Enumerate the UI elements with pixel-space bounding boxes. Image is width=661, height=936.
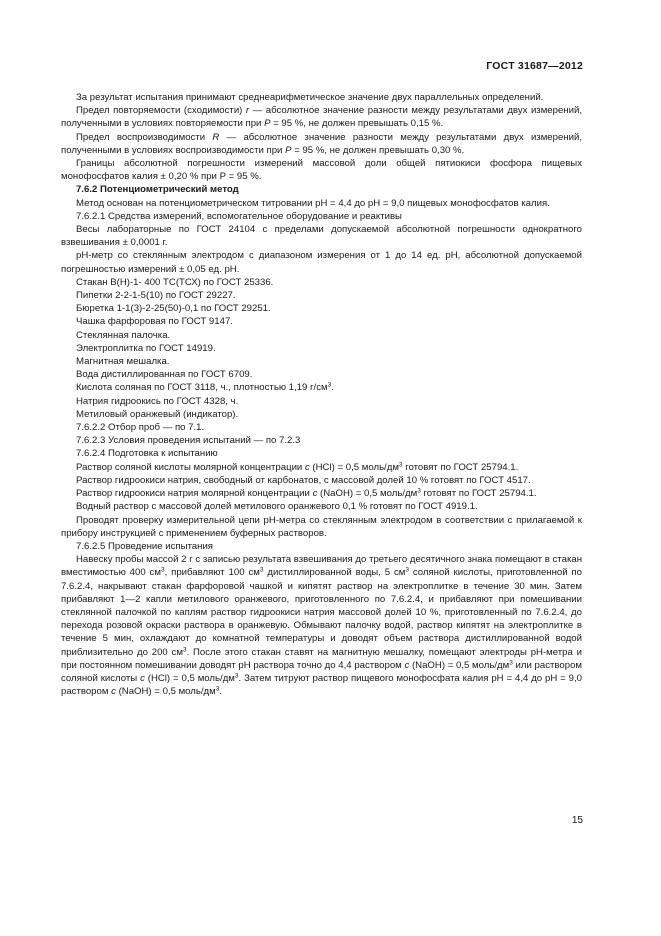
subsection-heading: 7.6.2.2 Отбор проб — по 7.1. [76,422,205,434]
document-header: ГОСТ 31687—2012 [486,60,583,72]
list-item: Кислота соляная по ГОСТ 3118, ч., плотностью 1,19 $г/см^3$. [76,381,334,394]
section-heading: 7.6.2 Потенциометрический метод [76,184,239,196]
subsection-heading: 7.6.2.1 Средства измерений, вспомогательное оборудование и реактивы [76,210,402,222]
subsection-heading: 7.6.2.4 Подготовка к испытанию [76,448,218,460]
list-item: Пипетки 2-2-1-5(10) по ГОСТ 29227. [76,290,236,302]
paragraph: Предел повторяемости (сходимости) r — абсолютное значение разности между результатами двух измерений, полученными в условиях повторяемости при Р = 95 %, не должен превышать 0,15 %. [61,105,582,130]
subsection-heading: 7.6.2.3 Условия проведения испытаний — по 7.2.3 [76,435,301,447]
paragraph: Проводят проверку измерительной цепи pH-метра со стеклянным электродом в соответствии с прилагаемой к прибору инструкцией с применением буферных растворов. [61,514,582,539]
subsection-heading: 7.6.2.5 Проведение испытания [76,540,213,552]
paragraph: pH-метр со стеклянным электродом с диапазоном измерения от 1 до 14 ед. pH, абсолютной допускаемой погрешностью измерений ± 0,05 ед. pH. [61,250,582,275]
paragraph: Раствор гидроокиси натрия, свободный от карбонатов, с массовой долей 10 % готовят по ГОСТ 4517. [76,474,531,486]
list-item: Вода дистиллированная по ГОСТ 6709. [76,369,253,381]
paragraph: За результат испытания принимают среднеарифметическое значение двух параллельных определений. [76,92,544,103]
list-item: Метиловый оранжевый (индикатор). [76,408,239,420]
paragraph: Раствор гидроокиси натрия молярной концентрации с (NaOH) = 0,5 моль/$дм^3$ готовят по ГОСТ 25794.1. [76,487,537,500]
list-item: Электроплитка по ГОСТ 14919. [76,342,216,354]
page-number: 15 [571,815,583,826]
paragraph: Границы абсолютной погрешности измерений массовой доли общей пятиокиси фосфора пищевых монофосфатов калия ± 0,20 % при Р = 95 %. [61,158,582,183]
list-item: Натрия гидроокись по ГОСТ 4328, ч. [76,395,239,407]
list-item: Магнитная мешалка. [76,356,170,368]
paragraph: Весы лабораторные по ГОСТ 24104 с пределами допускаемой абсолютной погрешности однократного взвешивания ± 0,0001 г. [61,224,582,249]
paragraph: Навеску пробы массой 2 г с записью результата взвешивания до третьего десятичного знака помещают в стакан вместимостью 400 $см^3$, прибавляют 100 $см^3$ дистиллированной воды, 5 $см^3$ соляной кислоты, приготовленной по 7.6.2.4, накрывают стакан фарфоровой чашкой и кипятят раствор на электроплитке в течение 30 мин. Затем прибавляют 1—2 капли метилового оранжевого, приготовленного по 7.6.2.4, и прибавляют при помешивании стеклянной палочкой по каплям раствор гидроокиси натрия массовой долей 10 %, приготовленный по 7.6.2.4, до перехода розовой окраски раствора в оранжевую. Обмывают палочку водой, раствор кипятят на электроплитке в течение 5 мин, охлаждают до комнатной температуры и доводят объем раствора дистиллированной водой приблизительно до 200 $см^3$. После этого стакан ставят на магнитную мешалку, помещают электроды pH-метра и при постоянном помешивании доводят pH раствора точно до 4,4 раствором с (NaOH) = 0,5 моль/$дм^3$ или раствором соляной кислоты с (HCl) = 0,5 моль/$дм^3$. Затем титруют раствор пищевого монофосфата калия pH = 4,4 до pH = 9,0 раствором с (NaOH) = 0,5 моль/$дм^3$. [61,554,583,698]
list-item: Стакан В(Н)-1- 400 ТС(ТСХ) по ГОСТ 25336. [76,276,274,288]
paragraph: Раствор соляной кислоты молярной концентрации с (HCl) = 0,5 моль/$дм^3$ готовят по ГОСТ 25794.1. [76,461,519,473]
list-item: Чашка фарфоровая по ГОСТ 9147. [76,316,233,328]
list-item: Бюретка 1-1(3)-2-25(50)-0,1 по ГОСТ 29251. [76,303,271,315]
paragraph: Предел воспроизводимости R — абсолютное значение разности между результатами двух измерений, полученными в условиях воспроизводимости при Р = 95 %, не должен превышать 0,30 %. [61,131,582,156]
paragraph: Метод основан на потенциометрическом титровании pH = 4,4 до pH = 9,0 пищевых монофосфатов калия. [76,197,550,209]
list-item: Стеклянная палочка. [76,329,171,341]
document-body [61,91,582,698]
paragraph: Водный раствор с массовой долей метилового оранжевого 0,1 % готовят по ГОСТ 4919.1. [76,501,478,513]
